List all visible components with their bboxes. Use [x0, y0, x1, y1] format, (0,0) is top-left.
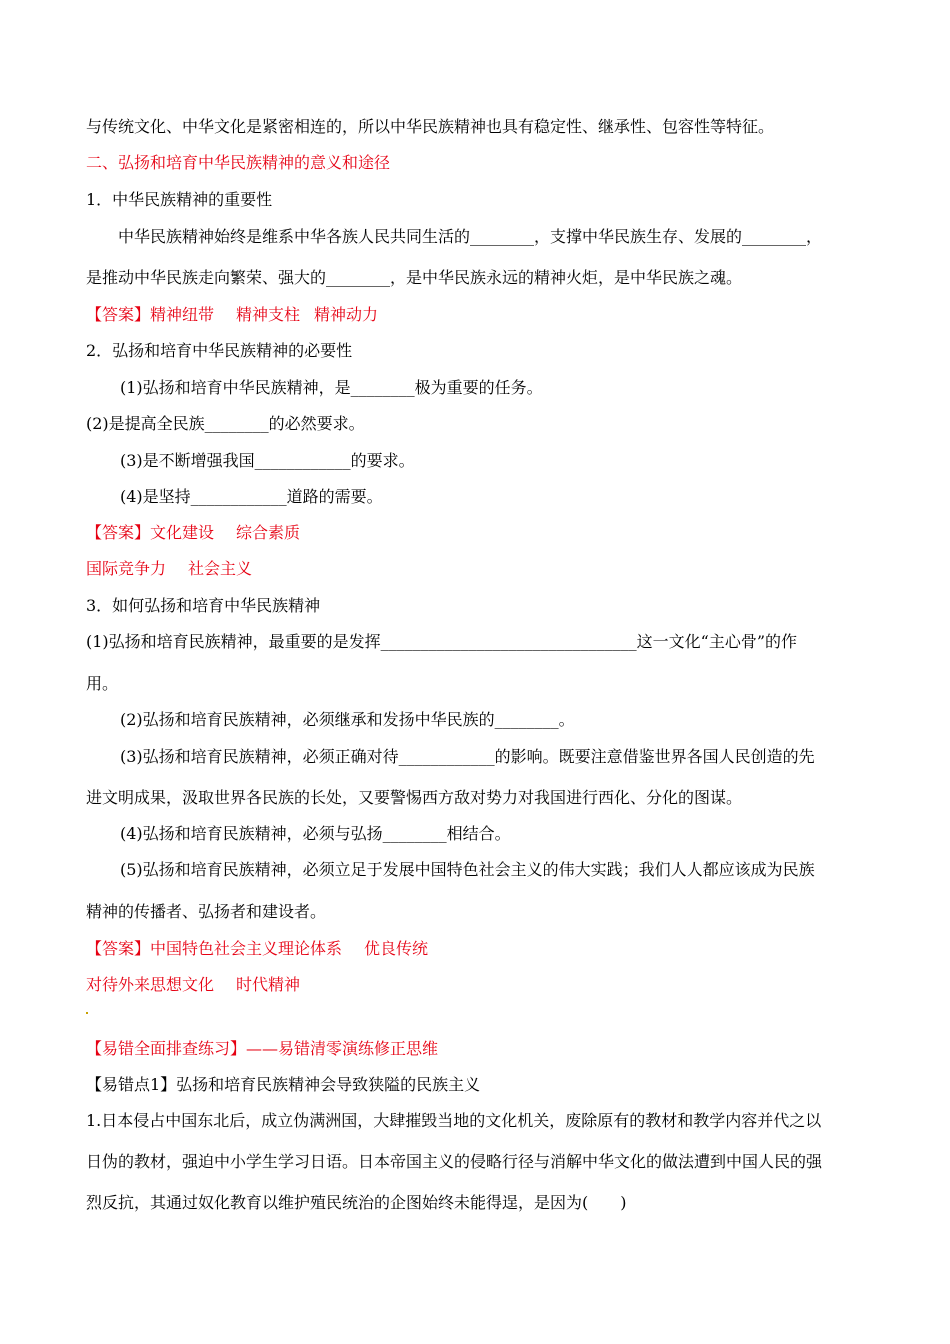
list-item: (3)弘扬和培育民族精神，必须正确对待____________的影响。既要注意借鉴世界各国人民创造的先 — [120, 747, 815, 766]
question-line: 1.日本侵占中国东北后，成立伪满洲国，大肆摧毁当地的文化机关，废除原有的教材和教学内容并代之以 — [86, 1111, 822, 1130]
answer-line — [86, 558, 252, 580]
answer-item: 综合素质 — [236, 523, 301, 542]
question-line: 日伪的教材，强迫中小学生学习日语。日本帝国主义的侵略行径与消解中华文化的做法遭到中国人民的强 — [86, 1152, 823, 1171]
error-point-heading: 【易错点1】弘扬和培育民族精神会导致狭隘的民族主义 — [86, 1075, 481, 1094]
answer-item: 优良传统 — [364, 939, 429, 958]
list-item: (4)弘扬和培育民族精神，必须与弘扬________相结合。 — [120, 824, 511, 843]
list-item: (4)是坚持____________道路的需要。 — [120, 487, 383, 506]
answer-item: 社会主义 — [188, 559, 253, 578]
paragraph-line: 进文明成果，汲取世界各民族的长处，又要警惕西方敌对势力对我国进行西化、分化的图谋。 — [86, 788, 743, 807]
question-line: 烈反抗，其通过奴化教育以维护殖民统治的企图始终未能得逞，是因为( ) — [86, 1193, 627, 1212]
paragraph-line: 与传统文化、中华文化是紧密相连的，所以中华民族精神也具有稳定性、继承性、包容性等特征。 — [86, 117, 775, 136]
paragraph-line: 用。 — [86, 674, 119, 693]
list-item: (5)弘扬和培育民族精神，必须立足于发展中国特色社会主义的伟大实践；我们人人都应该成为民族 — [120, 860, 815, 879]
answer-label: 【答案】 — [86, 523, 151, 542]
answer-line — [86, 974, 300, 996]
subsection-heading: 1．中华民族精神的重要性 — [86, 190, 273, 209]
answer-item: 中国特色社会主义理论体系 — [150, 939, 343, 958]
answer-line — [86, 938, 428, 960]
stray-mark — [86, 1012, 88, 1014]
subsection-heading: 2．弘扬和培育中华民族精神的必要性 — [86, 341, 353, 360]
section-heading: 【易错全面排查练习】——易错清零演练修正思维 — [86, 1039, 439, 1058]
answer-item: 对待外来思想文化 — [86, 975, 215, 994]
answer-item: 精神纽带 — [150, 305, 215, 324]
list-item: (3)是不断增强我国____________的要求。 — [120, 451, 415, 470]
answer-item: 精神动力 — [314, 305, 379, 324]
answer-label: 【答案】 — [86, 305, 151, 324]
answer-line — [86, 522, 300, 544]
answer-label: 【答案】 — [86, 939, 151, 958]
list-item: (2)弘扬和培育民族精神，必须继承和发扬中华民族的________。 — [120, 710, 575, 729]
list-item: (1)弘扬和培育民族精神，最重要的是发挥________________________________这一文化“主心骨”的作 — [86, 632, 798, 651]
answer-item: 时代精神 — [236, 975, 301, 994]
paragraph-line: 是推动中华民族走向繁荣、强大的________，是中华民族永远的精神火炬，是中华民族之魂。 — [86, 268, 743, 287]
answer-item: 精神支柱 — [236, 305, 301, 324]
list-item: (1)弘扬和培育中华民族精神，是________极为重要的任务。 — [120, 378, 543, 397]
list-item: (2)是提高全民族________的必然要求。 — [86, 414, 365, 433]
subsection-heading: 3．如何弘扬和培育中华民族精神 — [86, 596, 321, 615]
paragraph-line: 精神的传播者、弘扬者和建设者。 — [86, 902, 327, 921]
section-heading: 二、弘扬和培育中华民族精神的意义和途径 — [86, 153, 391, 172]
paragraph-line: 中华民族精神始终是维系中华各族人民共同生活的________，支撑中华民族生存、发展的________， — [118, 227, 823, 246]
answer-item: 文化建设 — [150, 523, 215, 542]
answer-line — [86, 304, 378, 326]
answer-item: 国际竞争力 — [86, 559, 167, 578]
